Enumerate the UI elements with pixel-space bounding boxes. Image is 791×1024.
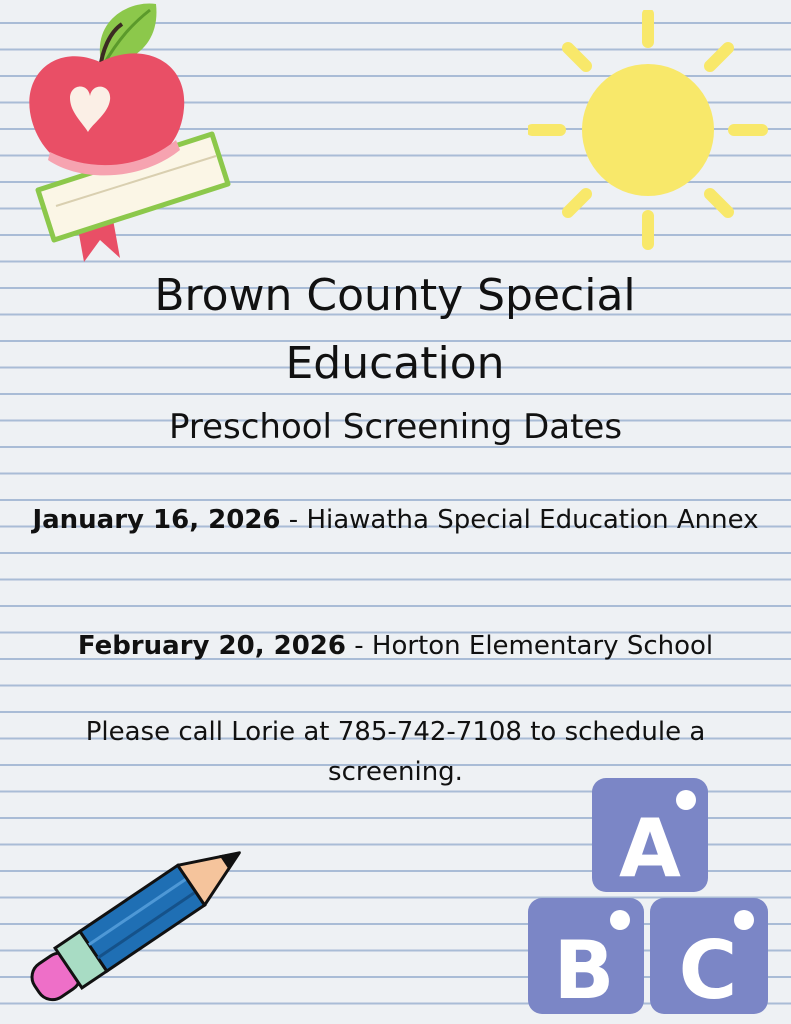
contact-info: Please call Lorie at 785-742-7108 to schedule a screening. — [85, 717, 706, 787]
screening-entry — [30, 500, 761, 540]
apple-book-icon — [20, 0, 240, 270]
abc-blocks — [526, 776, 771, 1016]
block-letter-a: A — [619, 802, 681, 895]
block-letter-b: B — [553, 924, 615, 1016]
screening-separator: - — [345, 631, 372, 661]
screening-entry — [20, 626, 771, 666]
screening-date: January 16, 2026 — [32, 505, 281, 535]
screening-location: Hiawatha Special Education Annex — [306, 505, 759, 535]
pencil-icon — [22, 828, 262, 1003]
page-subtitle: Preschool Screening Dates — [168, 407, 623, 447]
screening-location: Horton Elementary School — [371, 631, 714, 661]
screening-date: February 20, 2026 — [77, 631, 346, 661]
block-letter-c: C — [678, 924, 738, 1016]
sun-icon — [528, 10, 768, 250]
page-title: Brown County Special Education — [154, 270, 636, 389]
screening-separator: - — [280, 505, 307, 535]
